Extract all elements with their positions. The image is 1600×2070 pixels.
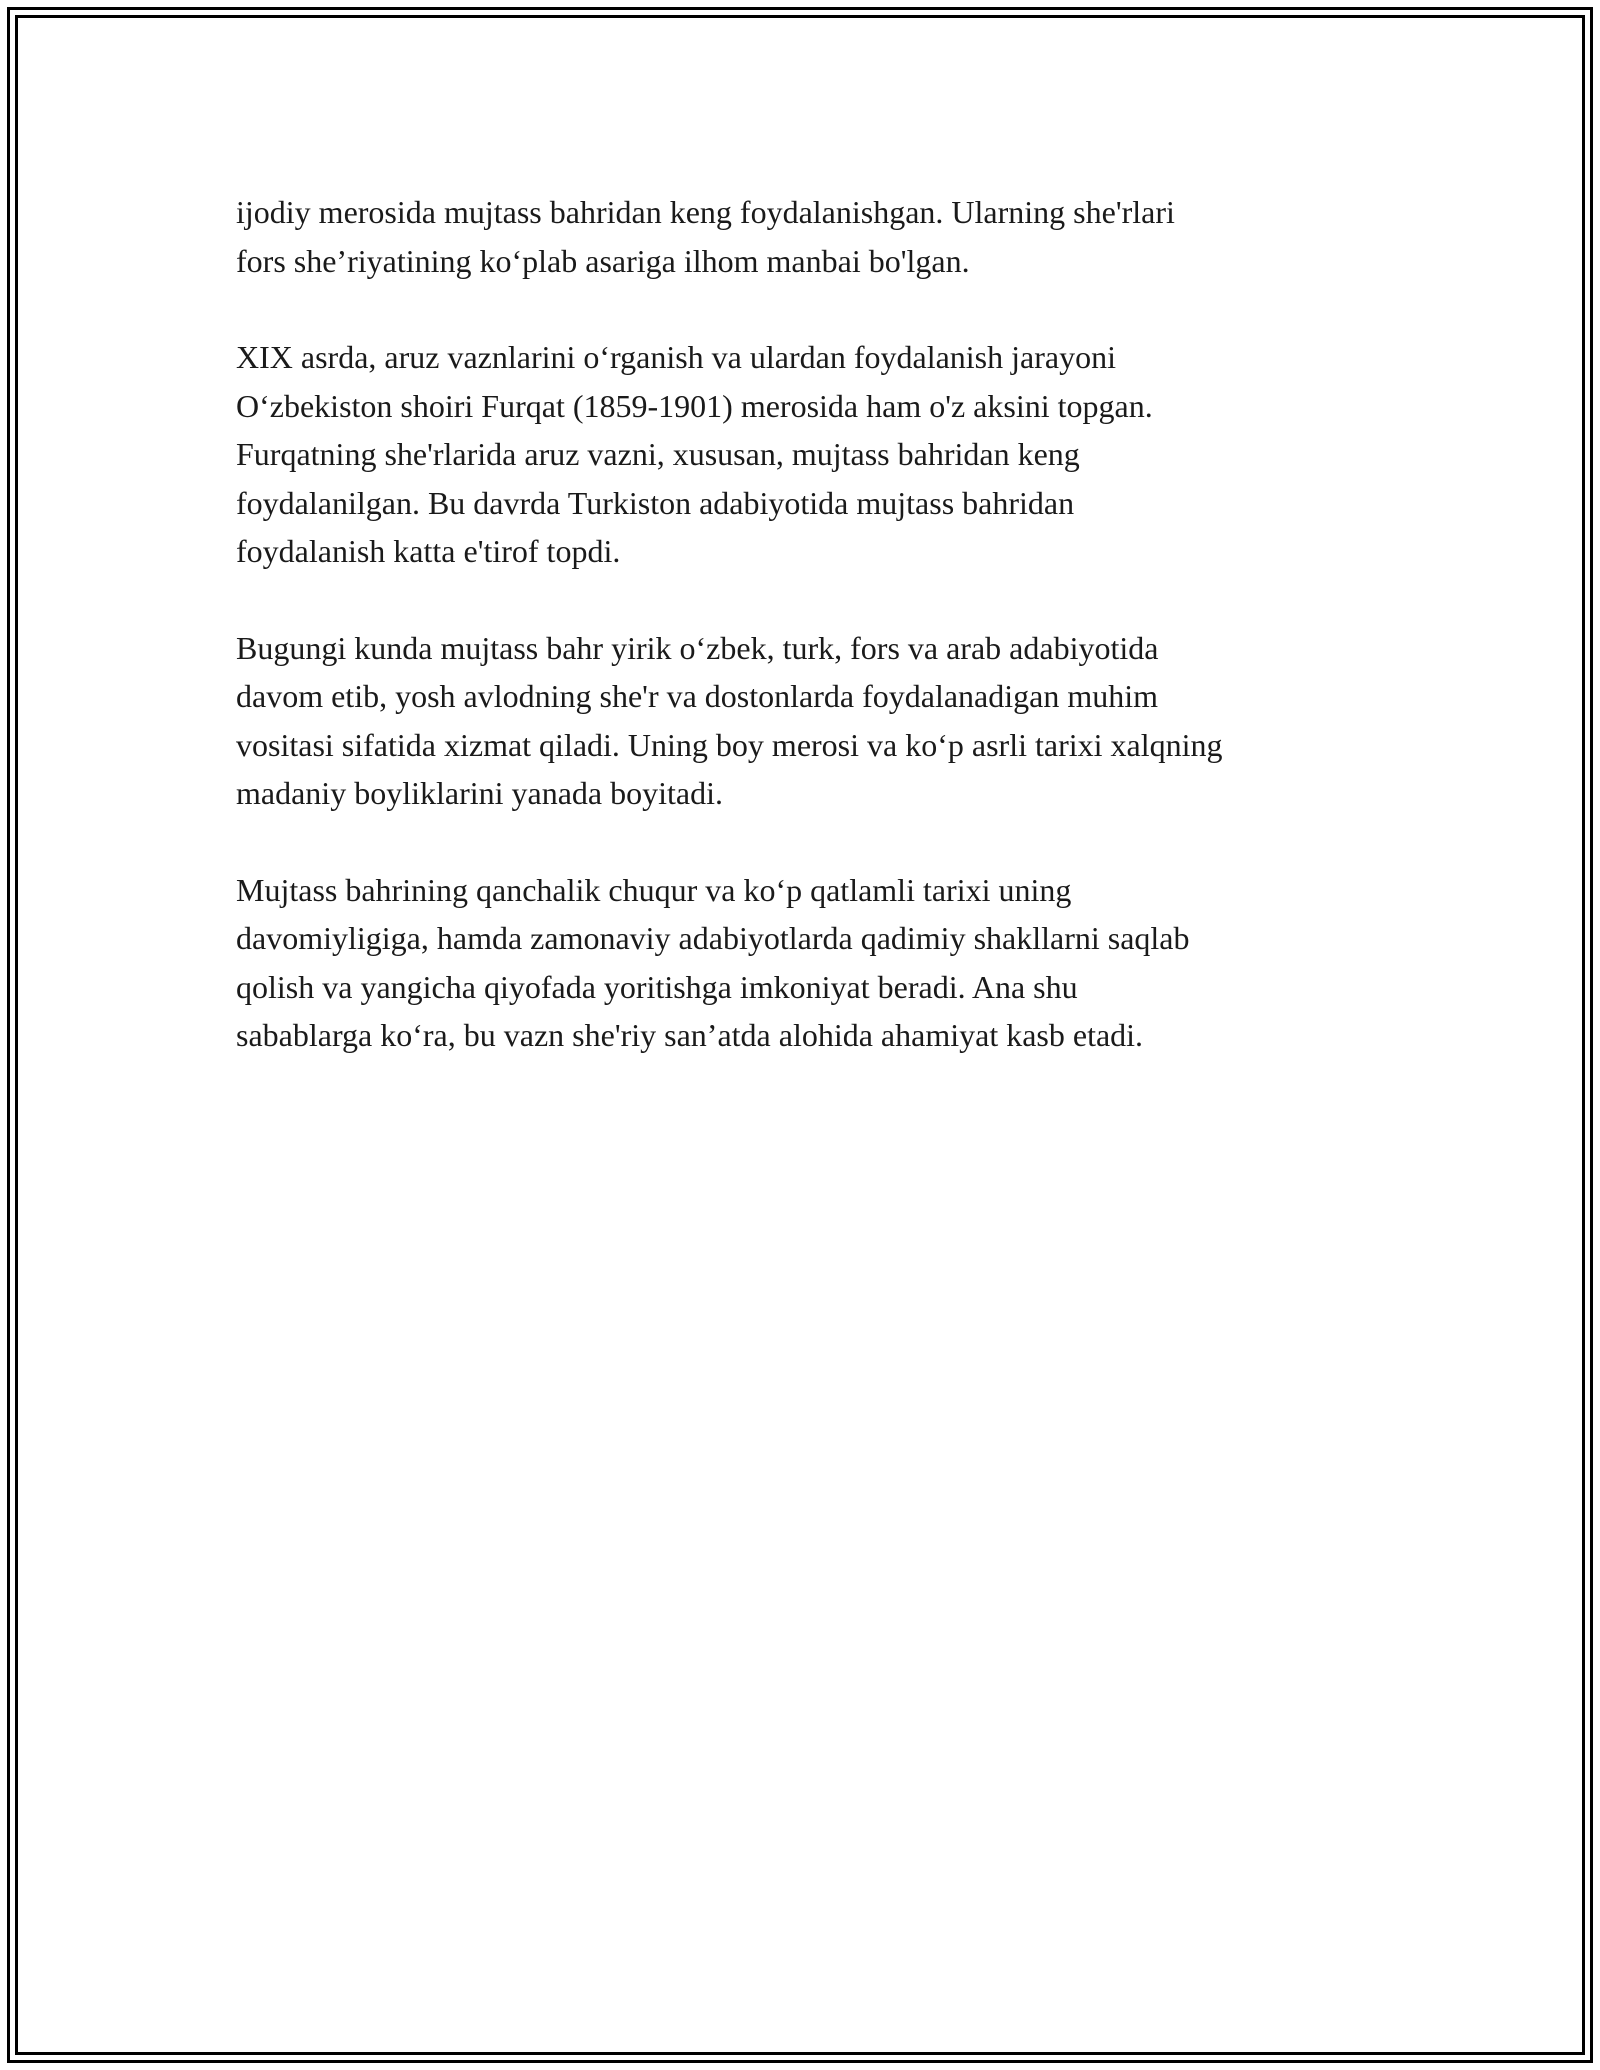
text-line: foydalanish katta e'tirof topdi. (236, 533, 621, 569)
text-line: vositasi sifatida xizmat qiladi. Uning boy merosi va ko‘p asrli tarixi xalqning (236, 726, 1223, 763)
text-line: XIX asrda, aruz vaznlarini o‘rganish va ulardan foydalanish jarayoni (236, 339, 1116, 375)
text-line: fors she’riyatining ko‘plab asariga ilhom manbai bo'lgan. (236, 242, 970, 279)
text-line: ijodiy merosida mujtass bahridan keng foydalanishgan. Ularning she'rlari (236, 194, 1175, 230)
text-line: qolish va yangicha qiyofada yoritishga imkoniyat beradi. Ana shu (236, 968, 1078, 1005)
text-line: Bugungi kunda mujtass bahr yirik o‘zbek, turk, fors va arab adabiyotida (236, 629, 1159, 666)
document-body (236, 188, 1376, 1108)
paragraph-3 (236, 624, 1376, 818)
text-line: sabablarga ko‘ra, bu vazn she'riy san’atda alohida ahamiyat kasb etadi. (236, 1017, 1144, 1053)
text-line: Mujtass bahrining qanchalik chuqur va ko‘p qatlamli tarixi uning (236, 871, 1072, 908)
paragraph-4 (236, 866, 1376, 1060)
text-line: davom etib, yosh avlodning she'r va dostonlarda foydalanadigan muhim (236, 678, 1159, 714)
text-line: O‘zbekiston shoiri Furqat (1859-1901) merosida ham o'z aksini topgan. (236, 387, 1153, 424)
text-line: davomiyligiga, hamda zamonaviy adabiyotlarda qadimiy shakllarni saqlab (236, 920, 1190, 956)
paragraph-1 (236, 188, 1376, 285)
text-line: madaniy boyliklarini yanada boyitadi. (236, 775, 723, 811)
paragraph-2 (236, 333, 1376, 576)
text-line: foydalanilgan. Bu davrda Turkiston adabiyotida mujtass bahridan (236, 484, 1075, 521)
text-line: Furqatning she'rlarida aruz vazni, xususan, mujtass bahridan keng (236, 436, 1080, 472)
